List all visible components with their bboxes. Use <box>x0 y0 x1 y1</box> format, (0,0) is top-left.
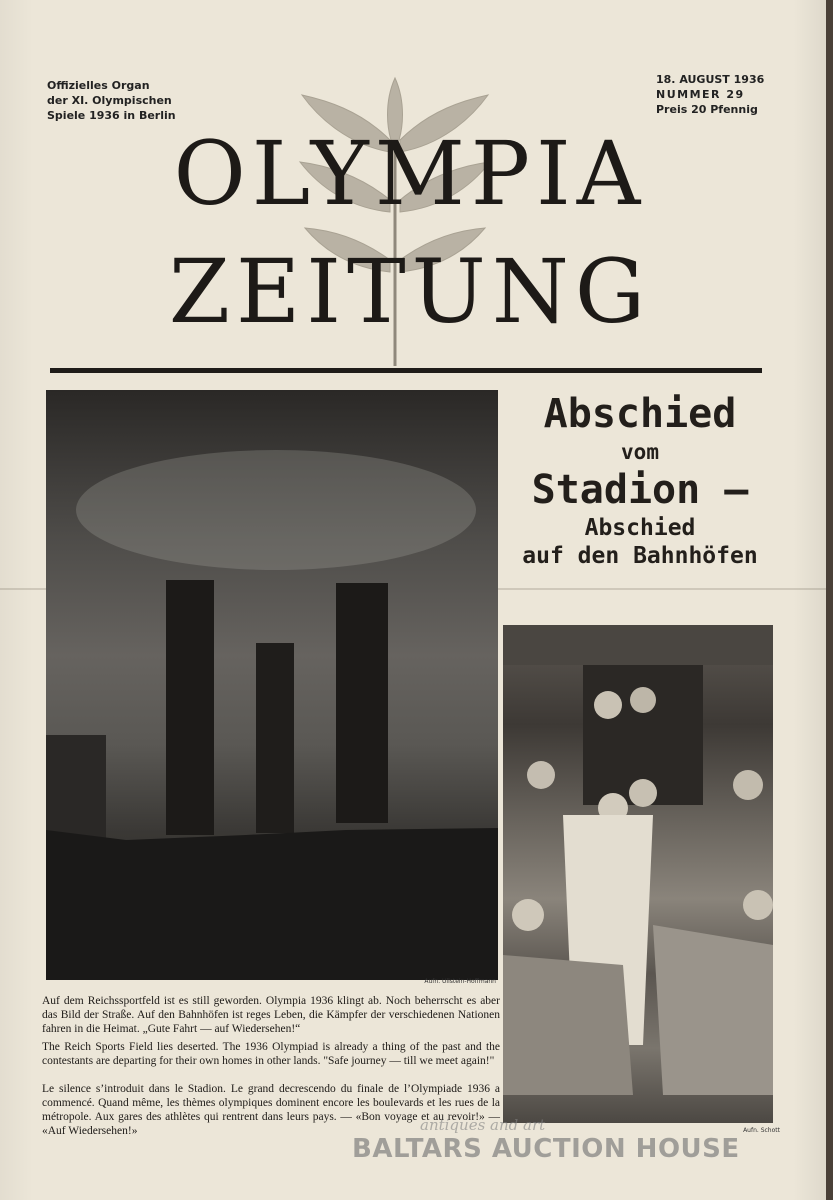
organ-line: Spiele 1936 in Berlin <box>47 109 176 122</box>
issue-number: NUMMER 29 <box>656 88 745 101</box>
left-photo-credit: Aufn. Ullstein-Hoffmann <box>424 978 496 985</box>
official-organ-note <box>47 78 187 123</box>
issue-date: 18. AUGUST 1936 <box>656 73 765 86</box>
caption-german: Auf dem Reichssportfeld ist es still geworden. Olympia 1936 klingt ab. Noch beherrscht es aber das Bild der Straße. Auf den Bahnhöfen ist reges Leben, die Kämpfer der verschiedenen Nationen fahren in die Heimat. „Gute Fahrt — auf Wiedersehen!“ <box>42 995 500 1035</box>
issue-price: Preis 20 Pfennig <box>656 103 758 116</box>
headline-line: auf den Bahnhöfen <box>522 543 758 569</box>
organ-line: der XI. Olympischen <box>47 94 172 107</box>
athletes-illustration <box>503 625 773 1123</box>
stadium-towers-illustration <box>46 390 498 980</box>
headline-line: Abschied <box>584 515 696 541</box>
organ-line: Offizielles Organ <box>47 79 150 92</box>
masthead-zeitung: ZEITUNG <box>168 240 652 343</box>
watermark-subtitle: antiques and art <box>420 1116 546 1134</box>
caption-english: The Reich Sports Field lies deserted. The 1936 Olympiad is already a thing of the past and the contestants are departing for their own homes in other lands. "Safe journey — till we meet again!" <box>42 1041 500 1067</box>
auction-watermark <box>352 1116 752 1176</box>
masthead-rule <box>50 368 762 373</box>
headline-line: Abschied <box>543 391 737 437</box>
headline-line: vom <box>621 440 659 464</box>
athletes-farewell-photo <box>503 625 773 1123</box>
masthead-olympia: OLYMPIA <box>173 122 647 225</box>
caption-french: Le silence s’introduit dans le Stadion. Le grand decrescendo du finale de l’Olympiade 1936 a commencé. Quand même, les thèmes olympiques dominent encore les boulevards et les rues de la métropole. Aux gares des athlètes qui rentrent dans leurs pays. — «Bon voyage et au revoir!» — «Auf Wiedersehen!» <box>42 1083 500 1137</box>
headline <box>505 390 775 570</box>
issue-info <box>656 72 786 117</box>
headline-line: Stadion – <box>531 467 749 513</box>
watermark-title: BALTARS AUCTION HOUSE <box>352 1134 740 1164</box>
stadium-towers-photo <box>46 390 498 980</box>
right-photo-credit: Aufn. Schott <box>743 1127 780 1134</box>
